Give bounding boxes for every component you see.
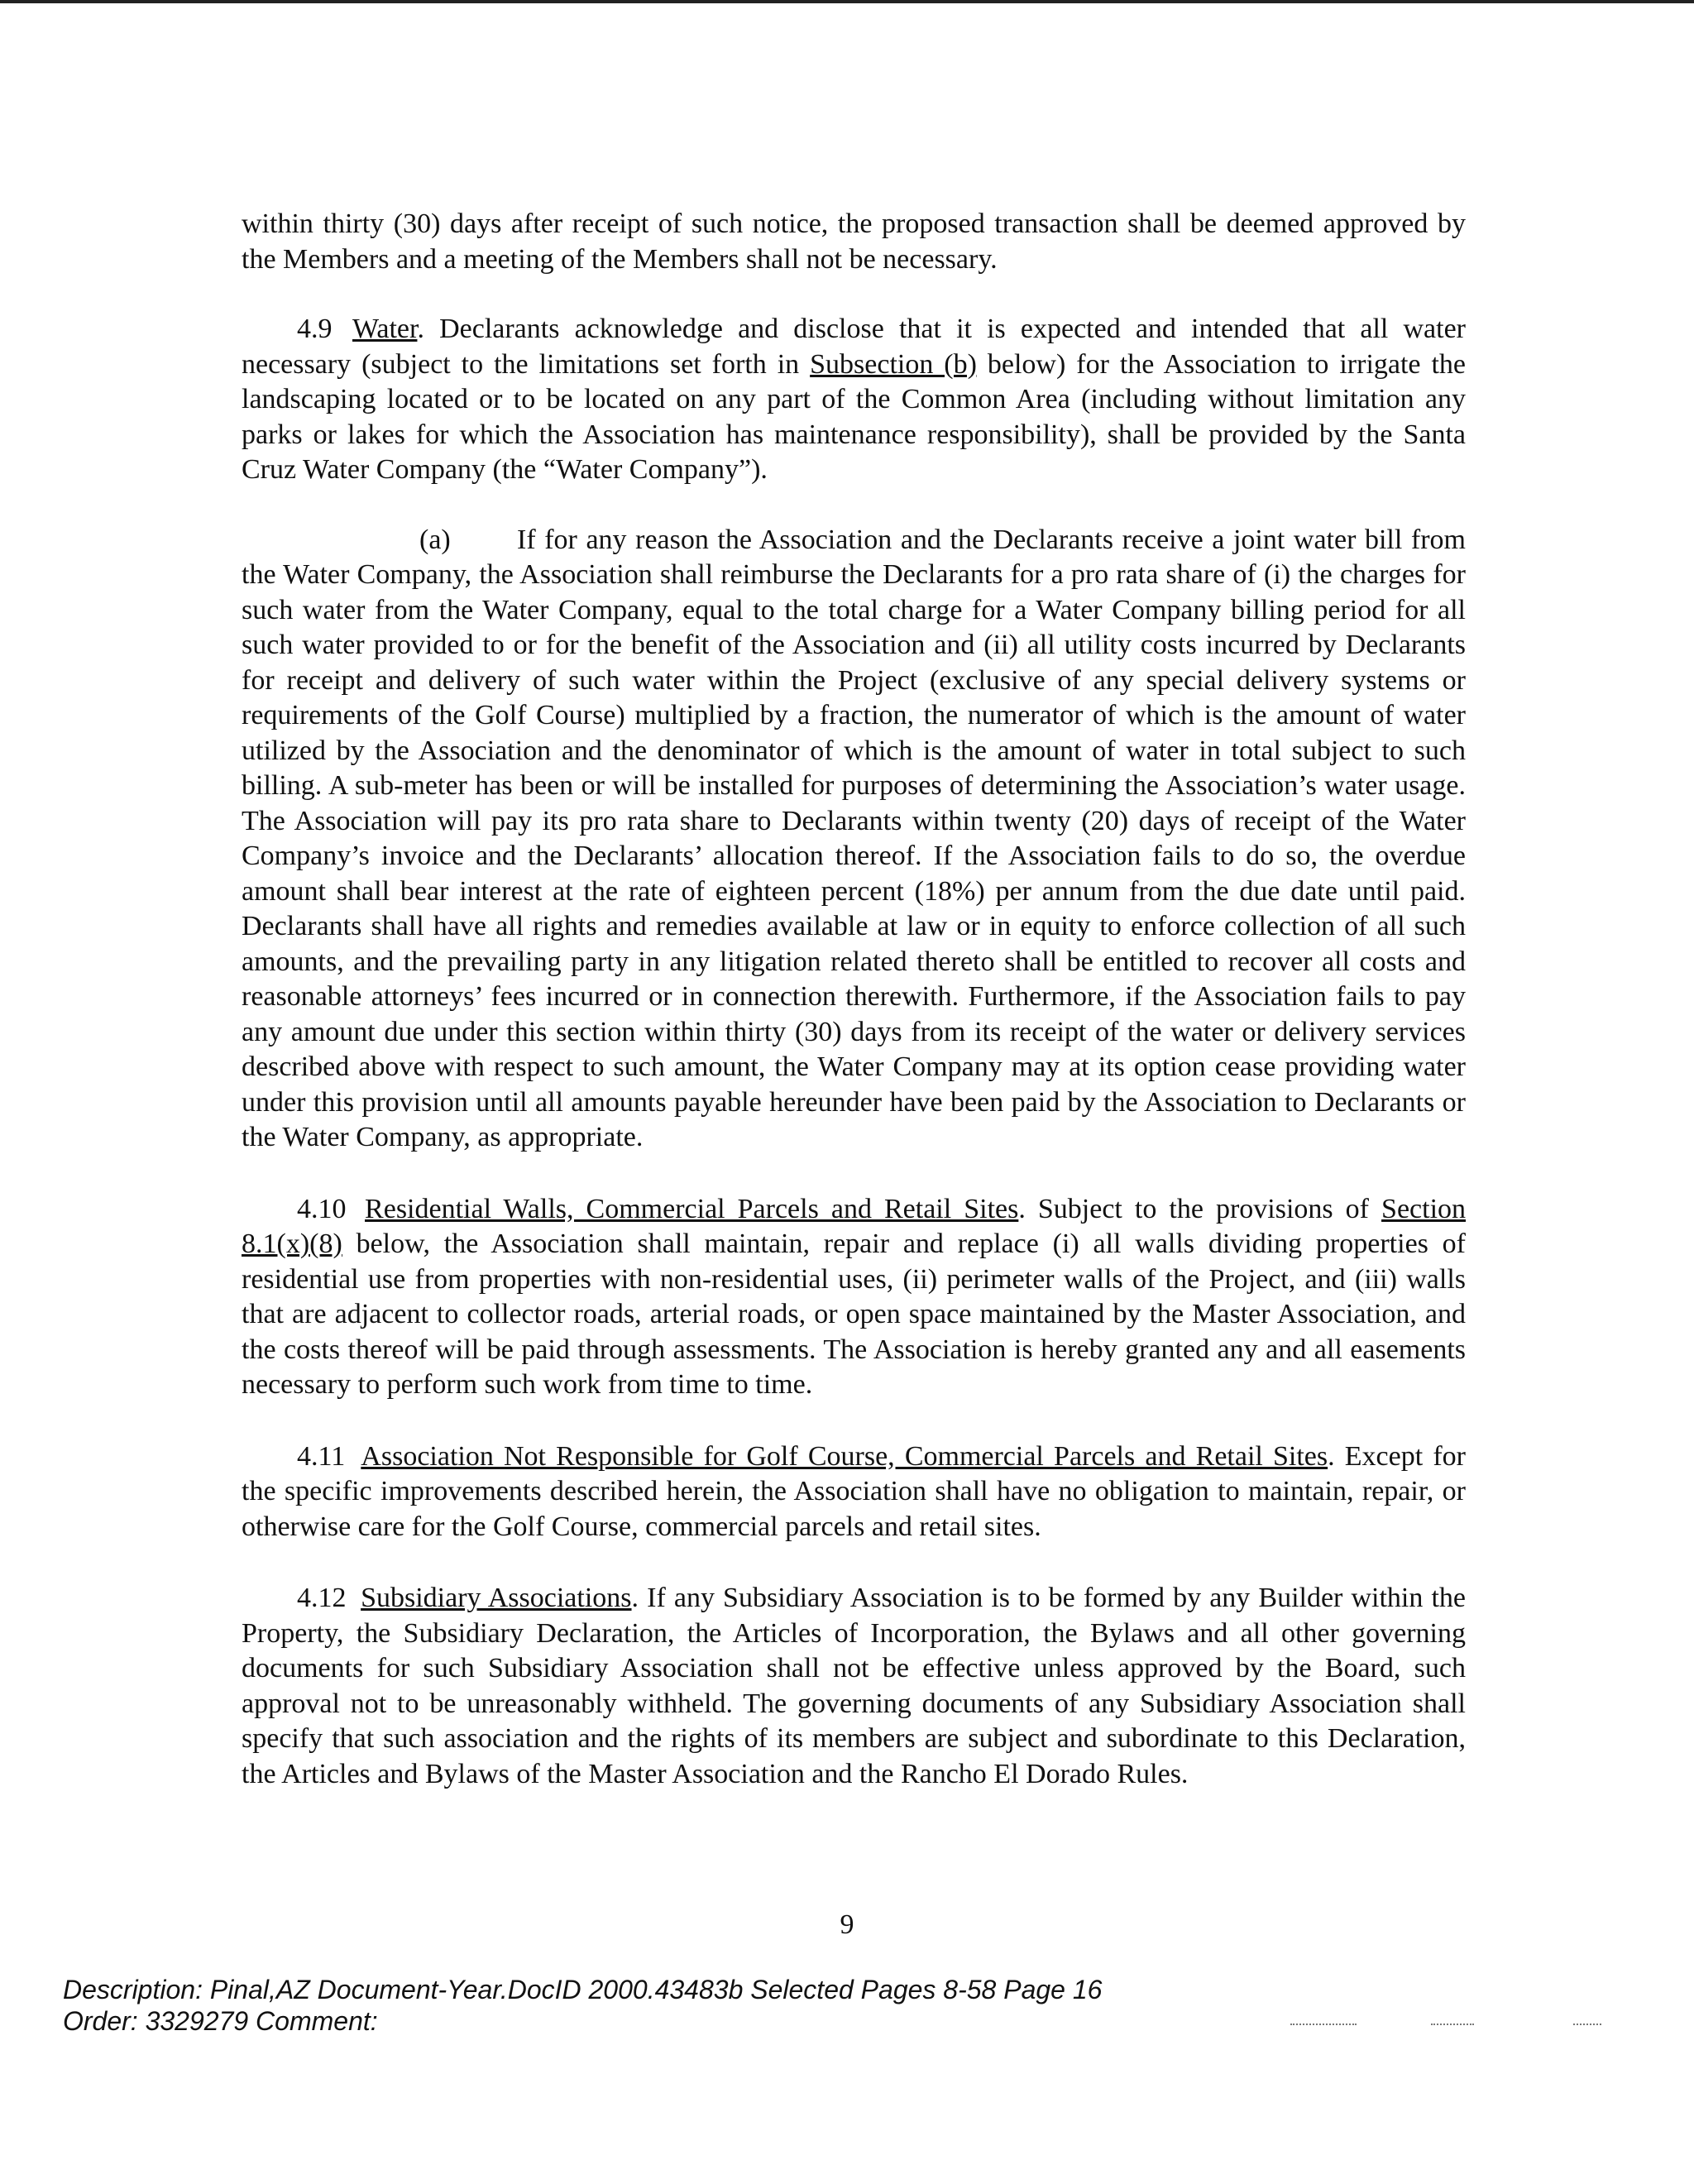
page-number: 9: [840, 1909, 854, 1940]
subsection-a: [242, 523, 1466, 1156]
cross-reference-link: Subsection (b): [810, 348, 977, 380]
section-body: . If any Subsidiary Association is to be formed by any Builder within the Property, the Subsidiary Declaration, the Articles of Incorporation, the Bylaws and all other governing documents for such Subsidiary Association shall not be effective unless approved by the Board, such approval not to be unreasonably withheld. The governing documents of any Subsidiary Association shall specify that such association and the rights of its members are subject and subordinate to this Declaration, the Articles and Bylaws of the Master Association and the Rancho El Dorado Rules.: [242, 1583, 1466, 1789]
section-4-12: [242, 1581, 1466, 1792]
section-4-9: [242, 312, 1466, 488]
section-body: . Except for the specific improvements described herein, the Association shall have no obligation to maintain, repair, or otherwise care for the Golf Course, commercial parcels and retail sites.: [242, 1440, 1466, 1542]
section-4-10: [242, 1192, 1466, 1403]
section-heading: Water: [352, 314, 418, 344]
section-4-11: [242, 1439, 1466, 1545]
subsection-label: (a): [419, 524, 451, 555]
section-body: below) for the Association to irrigate the landscaping located or to be located on any part of the Common Area (including without limitation any parks or lakes for which the Association has maintenance responsibility), shall be provided by the Santa Cruz Water Company (the “Water Company”).: [242, 348, 1466, 485]
section-number: 4.12: [297, 1583, 347, 1613]
section-number: 4.9: [297, 314, 333, 344]
subsection-body: If for any reason the Association and the Declarants receive a joint water bill from the Water Company, the Association shall reimburse the Declarants for a pro rata share of (i) the charges for such water from the Water Company, equal to the total charge for a Water Company billing period for all such water provided to or for the benefit of the Association and (ii) all utility costs incurred by Declarants for receipt and delivery of such water within the Project (exclusive of any special delivery systems or requirements of the Golf Course) multiplied by a fraction, the numerator of which is the amount of water utilized by the Association and the denominator of which is the amount of water in total subject to such billing. A sub-meter has been or will be installed for purposes of determining the Association’s water usage. The Association will pay its pro rata share to Declarants within twenty (20) days of receipt of the Water Company’s invoice and the Declarants’ allocation thereof. If the Association fails to do so, the overdue amount shall bear interest at the rate of eighteen percent (18%) per annum from the due date until paid. Declarants shall have all rights and remedies available at law or in equity to enforce collection of all such amounts, and the prevailing party in any litigation related thereto shall be entitled to recover all costs and reasonable attorneys’ fees incurred or in connection therewith. Furthermore, if the Association fails to pay any amount due under this section within thirty (30) days from its receipt of the water or delivery services described above with respect to such amount, the Water Company may at its option cease providing water under this provision until all amounts payable hereunder have been paid by the Association to Declarants or the Water Company, as appropriate.: [242, 524, 1466, 1152]
section-heading: Association Not Responsible for Golf Course, Commercial Parcels and Retail Sites: [361, 1440, 1328, 1472]
scan-footer: [63, 1974, 1102, 2037]
footer-order: Order: 3329279 Comment:: [63, 2006, 378, 2036]
section-number: 4.11: [297, 1440, 346, 1472]
scan-noise-marks: [1290, 2024, 1357, 2027]
scan-noise-marks: [1431, 2024, 1474, 2027]
scan-noise-marks: [1573, 2024, 1601, 2027]
cross-reference-link: Section 8.1(x)(8): [242, 1193, 1467, 1259]
section-heading: Subsidiary Associations: [361, 1583, 632, 1613]
section-body: below, the Association shall maintain, repair and replace (i) all walls dividing properties of residential use from properties with non-residential uses, (ii) perimeter walls of the Project, and (iii) walls that are adjacent to collector roads, arterial roads, or open space maintained by the Master Association, and the costs thereof will be paid through assessments. The Association is hereby granted any and all easements necessary to perform such work from time to time.: [242, 1228, 1466, 1400]
footer-description: Description: Pinal,AZ Document-Year.DocID 2000.43483b Selected Pages 8-58 Page 16: [63, 1975, 1103, 2004]
section-number: 4.10: [297, 1193, 347, 1224]
section-body: . Declarants acknowledge and disclose that it is expected and intended that all water necessary (subject to the limitations set forth in: [242, 314, 1466, 380]
document-page: [242, 207, 1466, 1792]
section-body: . Subject to the provisions of: [1018, 1193, 1382, 1224]
section-4-8-continuation: within thirty (30) days after receipt of such notice, the proposed transaction shall be deemed approved by the Members and a meeting of the Members shall not be necessary.: [242, 208, 1466, 275]
section-heading: Residential Walls, Commercial Parcels and Retail Sites: [365, 1193, 1019, 1224]
scan-top-edge: [0, 0, 1694, 3]
